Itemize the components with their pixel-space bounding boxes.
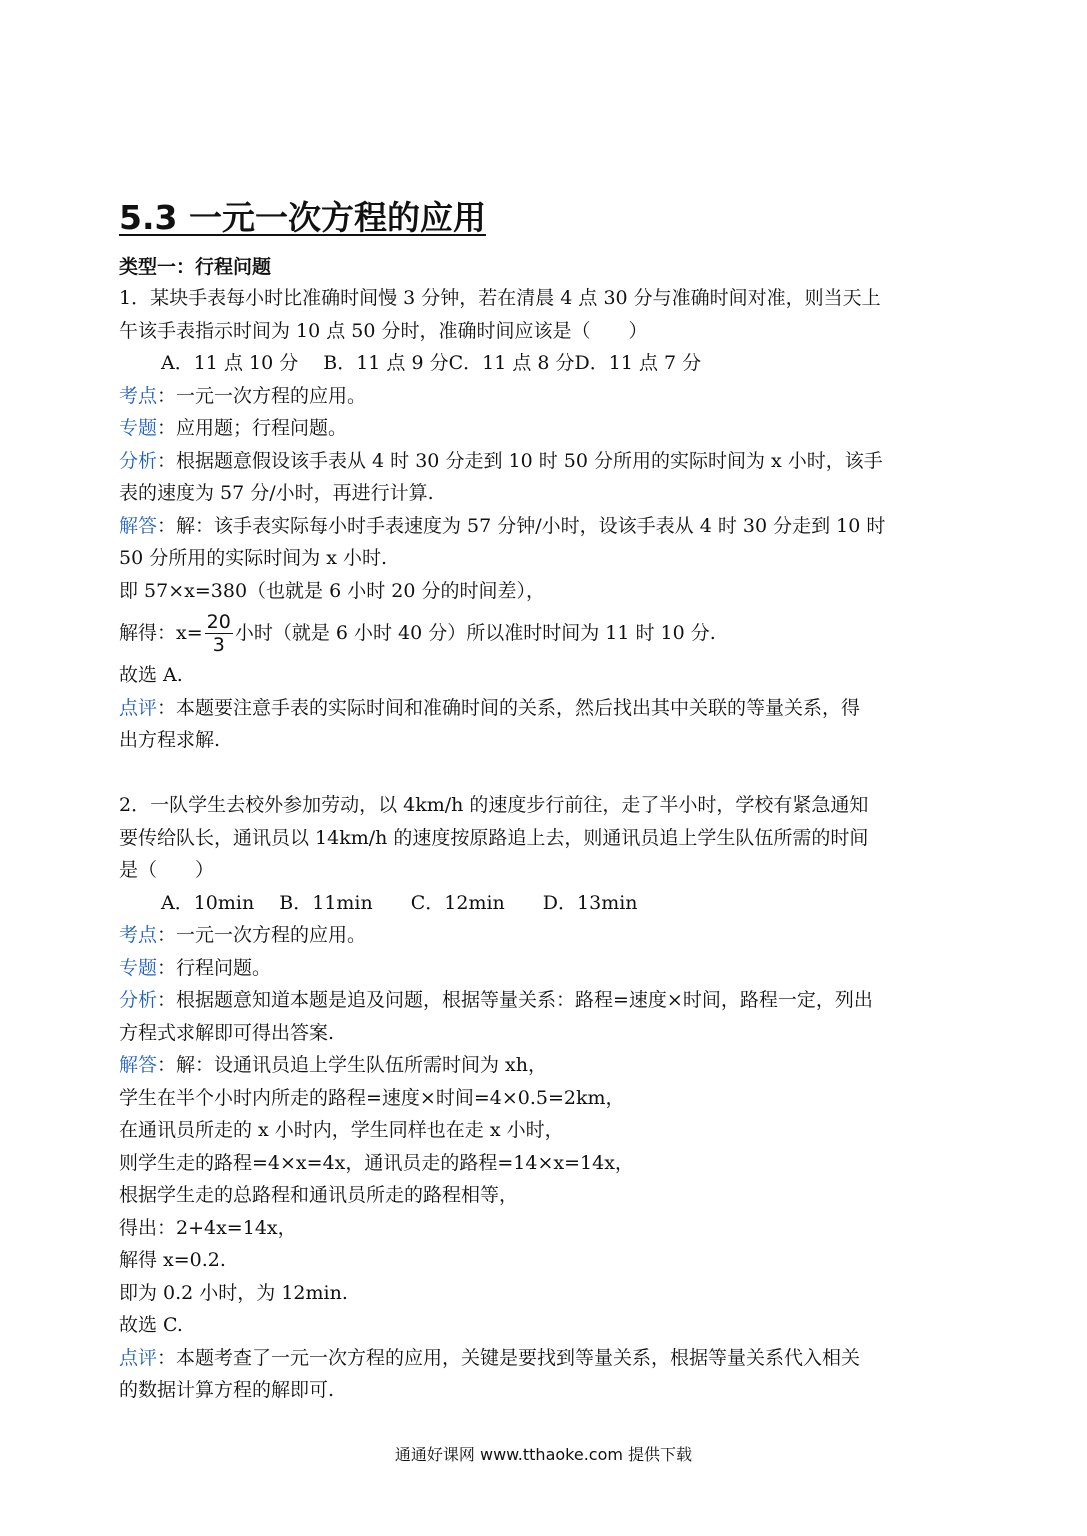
dianping-label: 点评: [119, 696, 158, 719]
q2-answer: 故选 C.: [119, 1314, 183, 1336]
q2-kaodian: [119, 919, 971, 952]
zhuanti-text: ：行程问题。: [157, 956, 272, 979]
q1-stem-line-1: 1．某块手表每小时比准确时间慢 3 分钟，若在清晨 4 点 30 分与准确时间对准，则当天上: [119, 287, 881, 309]
page-title: 5.3 一元一次方程的应用: [119, 198, 486, 237]
fraction-denominator: 3: [212, 633, 225, 656]
q1-jieda-line-2: 50 分所用的实际时间为 x 小时.: [119, 547, 388, 569]
q1-dianping-line-1: [119, 692, 971, 725]
q2-jieda-line-5: 根据学生走的总路程和通讯员所走的路程相等，: [119, 1184, 519, 1206]
q1-kaodian: [119, 380, 971, 413]
q2-dianping-line-1: [119, 1342, 971, 1375]
zhuanti-label: 专题: [119, 417, 158, 439]
jieda-text: ：解：设通讯员追上学生队伍所需时间为 xh，: [157, 1054, 548, 1076]
fenxi-label: 分析: [119, 449, 158, 472]
fenxi-label: 分析: [119, 989, 158, 1011]
section-heading: 类型一：行程问题: [119, 256, 272, 278]
dianping-text: ：本题要注意手表的实际时间和准确时间的关系，然后找出其中关联的等量关系，得: [157, 696, 861, 719]
dianping-text: ：本题考查了一元一次方程的应用，关键是要找到等量关系，根据等量关系代入相关: [157, 1346, 861, 1369]
q2-jieda-line-1: [119, 1049, 971, 1082]
kaodian-label: 考点: [119, 924, 158, 946]
q2-choices: A．10min B．11min C．12min D．13min: [161, 891, 638, 914]
q1-dianping-line-2: 出方程求解.: [119, 729, 221, 751]
fraction-numerator: 20: [206, 610, 231, 633]
q2-jieda-line-8: 即为 0.2 小时，为 12min.: [119, 1281, 348, 1304]
q2-jieda-line-6: 得出：2+4x=14x，: [119, 1216, 297, 1239]
dianping-label: 点评: [119, 1346, 158, 1369]
q2-stem-line-1: 2．一队学生去校外参加劳动，以 4km/h 的速度步行前往，走了半小时，学校有紧急通知: [119, 794, 869, 816]
zhuanti-label: 专题: [119, 956, 158, 979]
kaodian-label: 考点: [119, 384, 158, 407]
q2-jieda-line-4: 则学生走的路程=4×x=4x，通讯员走的路程=14×x=14x，: [119, 1151, 634, 1174]
q2-fenxi-line-2: 方程式求解即可得出答案.: [119, 1021, 335, 1044]
fraction-suffix: 小时（就是 6 小时 40 分）所以准时时间为 11 时 10 分.: [234, 621, 716, 644]
kaodian-text: ：一元一次方程的应用。: [157, 924, 367, 946]
zhuanti-text: ：应用题；行程问题。: [157, 417, 348, 439]
jieda-label: 解答: [119, 514, 158, 537]
fraction: [205, 611, 233, 656]
fenxi-text: ：根据题意知道本题是追及问题，根据等量关系：路程=速度×时间，路程一定，列出: [157, 989, 873, 1011]
q2-jieda-line-7: 解得 x=0.2.: [119, 1249, 226, 1271]
q2-zhuanti: [119, 952, 971, 985]
q2-jieda-line-2: 学生在半个小时内所走的路程=速度×时间=4×0.5=2km，: [119, 1086, 625, 1109]
page-footer: 通通好课网 www.tthaoke.com 提供下载: [394, 1445, 693, 1464]
q1-jieda-fraction-line: [119, 607, 971, 659]
q2-jieda-line-3: 在通讯员所走的 x 小时内，学生同样也在走 x 小时，: [119, 1119, 564, 1141]
spacer: [119, 757, 971, 790]
q1-fenxi-line-1: [119, 445, 971, 478]
q1-jieda-line-3: 即 57×x=380（也就是 6 小时 20 分的时间差），: [119, 579, 545, 602]
q2-fenxi-line-1: [119, 984, 971, 1017]
q1-choices: A．11 点 10 分 B．11 点 9 分C．11 点 8 分D．11 点 7 分: [161, 352, 702, 374]
fraction-prefix: 解得：x=: [119, 621, 203, 644]
q2-stem-line-2: 要传给队长，通讯员以 14km/h 的速度按原路追上去，则通讯员追上学生队伍所需的时间: [119, 826, 869, 849]
q2-dianping-line-2: 的数据计算方程的解即可.: [119, 1379, 335, 1401]
q1-answer: 故选 A.: [119, 664, 183, 686]
q1-fenxi-line-2: 表的速度为 57 分/小时，再进行计算.: [119, 482, 434, 504]
q1-jieda-line-1: [119, 510, 971, 543]
kaodian-text: ：一元一次方程的应用。: [157, 384, 367, 407]
q1-zhuanti: [119, 412, 971, 445]
fenxi-text: ：根据题意假设该手表从 4 时 30 分走到 10 时 50 分所用的实际时间为 x 小时，该手: [157, 449, 883, 472]
q2-stem-line-3: 是（ ）: [119, 859, 215, 881]
document-body: [119, 282, 971, 1407]
jieda-text: ：解：该手表实际每小时手表速度为 57 分钟/小时，设该手表从 4 时 30 分走到 10 时: [157, 514, 886, 537]
jieda-label: 解答: [119, 1054, 158, 1076]
q1-stem-line-2: 午该手表指示时间为 10 点 50 分时，准确时间应该是（ ）: [119, 319, 648, 342]
